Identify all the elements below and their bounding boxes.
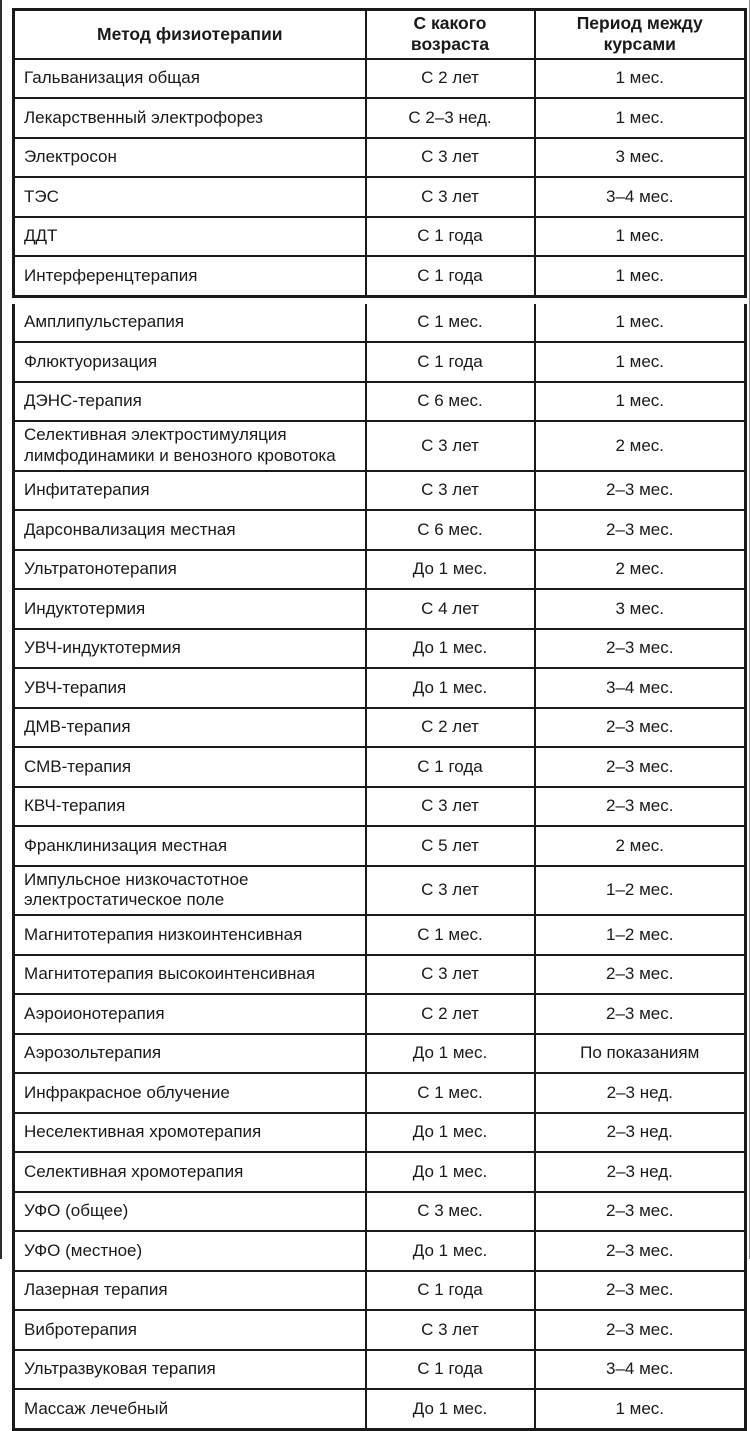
age-cell: С 2–3 нед. [366,98,535,138]
period-cell: 2–3 мес. [535,471,746,511]
period-cell: 2–3 мес. [535,708,746,748]
period-cell: 1 мес. [535,98,746,138]
age-cell: С 6 мес. [366,382,535,422]
age-cell: До 1 мес. [366,550,535,590]
method-cell: Инфитатерапия [14,471,366,511]
method-cell: Ультразвуковая терапия [14,1350,366,1390]
period-cell: 2–3 мес. [535,629,746,669]
period-cell: 1–2 мес. [535,866,746,915]
physiotherapy-table [12,8,744,1431]
table-row [14,1113,746,1153]
age-cell: С 3 лет [366,471,535,511]
period-cell: По показаниям [535,1034,746,1074]
method-cell: КВЧ-терапия [14,787,366,827]
method-cell: Магнитотерапия высокоинтенсивная [14,955,366,995]
table-row [14,955,746,995]
method-cell: Магнитотерапия низкоинтенсивная [14,915,366,955]
period-cell: 2–3 мес. [535,510,746,550]
period-cell: 2 мес. [535,550,746,590]
table-row [14,866,746,915]
method-cell: Лекарственный электрофорез [14,98,366,138]
period-cell: 1 мес. [535,256,746,296]
age-cell: До 1 мес. [366,1231,535,1271]
age-cell: С 1 мес. [366,1073,535,1113]
period-cell: 2–3 нед. [535,1152,746,1192]
table-row [14,421,746,470]
method-cell: УФО (местное) [14,1231,366,1271]
method-cell: УВЧ-терапия [14,668,366,708]
method-cell: Интерференцтерапия [14,256,366,296]
age-cell: До 1 мес. [366,1152,535,1192]
period-cell: 2–3 нед. [535,1113,746,1153]
method-cell: Электросон [14,138,366,178]
table-row [14,304,746,343]
period-cell: 3–4 мес. [535,177,746,217]
table-row [14,177,746,217]
age-cell: С 1 года [366,747,535,787]
table-row [14,747,746,787]
age-cell: С 1 года [366,1271,535,1311]
period-cell: 1–2 мес. [535,915,746,955]
method-cell: ТЭС [14,177,366,217]
table-row [14,787,746,827]
method-cell: Импульсное низкочастотное электростатическое поле [14,866,366,915]
period-cell: 1 мес. [535,342,746,382]
age-cell: С 4 лет [366,589,535,629]
method-cell: Аэрозольтерапия [14,1034,366,1074]
table-row [14,1310,746,1350]
column-header-age: С какого возраста [366,10,535,59]
table-row [14,994,746,1034]
age-cell: С 3 лет [366,787,535,827]
table-row [14,915,746,955]
period-cell: 1 мес. [535,382,746,422]
age-cell: С 2 лет [366,994,535,1034]
table-row [14,98,746,138]
period-cell: 3–4 мес. [535,1350,746,1390]
age-cell: С 3 лет [366,421,535,470]
method-cell: Индуктотермия [14,589,366,629]
age-cell: До 1 мес. [366,1113,535,1153]
method-cell: Аэроионотерапия [14,994,366,1034]
table-row [14,1231,746,1271]
table-row [14,629,746,669]
table-row [14,59,746,99]
age-cell: С 1 года [366,342,535,382]
method-cell: Вибротерапия [14,1310,366,1350]
period-cell: 2–3 мес. [535,994,746,1034]
header-row [14,10,746,59]
column-header-method: Метод физиотерапии [14,10,366,59]
table-row [14,342,746,382]
method-cell: УФО (общее) [14,1192,366,1232]
age-cell: С 2 лет [366,708,535,748]
age-cell: С 1 года [366,1350,535,1390]
method-cell: Дарсонвализация местная [14,510,366,550]
method-cell: ДЭНС-терапия [14,382,366,422]
age-cell: С 3 лет [366,138,535,178]
period-cell: 1 мес. [535,217,746,257]
period-cell: 2–3 мес. [535,1231,746,1271]
method-cell: Селективная хромотерапия [14,1152,366,1192]
period-cell: 2–3 мес. [535,1192,746,1232]
period-cell: 2–3 мес. [535,747,746,787]
table-row [14,138,746,178]
period-cell: 2–3 мес. [535,955,746,995]
method-cell: Инфракрасное облучение [14,1073,366,1113]
period-cell: 2–3 нед. [535,1073,746,1113]
table-row [14,217,746,257]
age-cell: С 3 лет [366,866,535,915]
method-cell: Неселективная хромотерапия [14,1113,366,1153]
page-edge-line-left [0,0,2,1259]
period-cell: 2 мес. [535,421,746,470]
table-row [14,510,746,550]
age-cell: С 3 мес. [366,1192,535,1232]
table-row [14,1192,746,1232]
method-cell: ДДТ [14,217,366,257]
period-cell: 3 мес. [535,138,746,178]
period-cell: 1 мес. [535,1389,746,1429]
table-row [14,589,746,629]
method-cell: Ультратонотерапия [14,550,366,590]
table-row [14,1350,746,1390]
method-cell: Франклинизация местная [14,826,366,866]
table-row [14,1152,746,1192]
age-cell: С 3 лет [366,955,535,995]
table-row [14,256,746,296]
table-row [14,550,746,590]
physiotherapy-table-part-1 [12,8,747,298]
method-cell: СМВ-терапия [14,747,366,787]
table-row [14,1073,746,1113]
method-cell: Селективная электростимуляция лимфодинамики и венозного кровотока [14,421,366,470]
table-row [14,471,746,511]
age-cell: До 1 мес. [366,1034,535,1074]
table-row [14,1034,746,1074]
table-row [14,1389,746,1429]
period-cell: 2–3 мес. [535,1310,746,1350]
age-cell: С 1 года [366,217,535,257]
period-cell: 1 мес. [535,59,746,99]
method-cell: Флюктуоризация [14,342,366,382]
period-cell: 2–3 мес. [535,1271,746,1311]
age-cell: С 6 мес. [366,510,535,550]
age-cell: До 1 мес. [366,1389,535,1429]
age-cell: С 2 лет [366,59,535,99]
method-cell: Лазерная терапия [14,1271,366,1311]
period-cell: 3 мес. [535,589,746,629]
age-cell: С 5 лет [366,826,535,866]
age-cell: С 1 мес. [366,304,535,343]
physiotherapy-table-part-2 [12,304,747,1431]
age-cell: До 1 мес. [366,629,535,669]
period-cell: 3–4 мес. [535,668,746,708]
period-cell: 2–3 мес. [535,787,746,827]
method-cell: Массаж лечебный [14,1389,366,1429]
table-row [14,826,746,866]
age-cell: С 3 лет [366,1310,535,1350]
period-cell: 2 мес. [535,826,746,866]
method-cell: Гальванизация общая [14,59,366,99]
method-cell: УВЧ-индуктотермия [14,629,366,669]
table-row [14,668,746,708]
age-cell: С 1 мес. [366,915,535,955]
age-cell: С 3 лет [366,177,535,217]
method-cell: ДМВ-терапия [14,708,366,748]
table-row [14,1271,746,1311]
age-cell: До 1 мес. [366,668,535,708]
table-row [14,382,746,422]
method-cell: Амплипульстерапия [14,304,366,343]
table-row [14,708,746,748]
column-header-period: Период между курсами [535,10,746,59]
period-cell: 1 мес. [535,304,746,343]
age-cell: С 1 года [366,256,535,296]
